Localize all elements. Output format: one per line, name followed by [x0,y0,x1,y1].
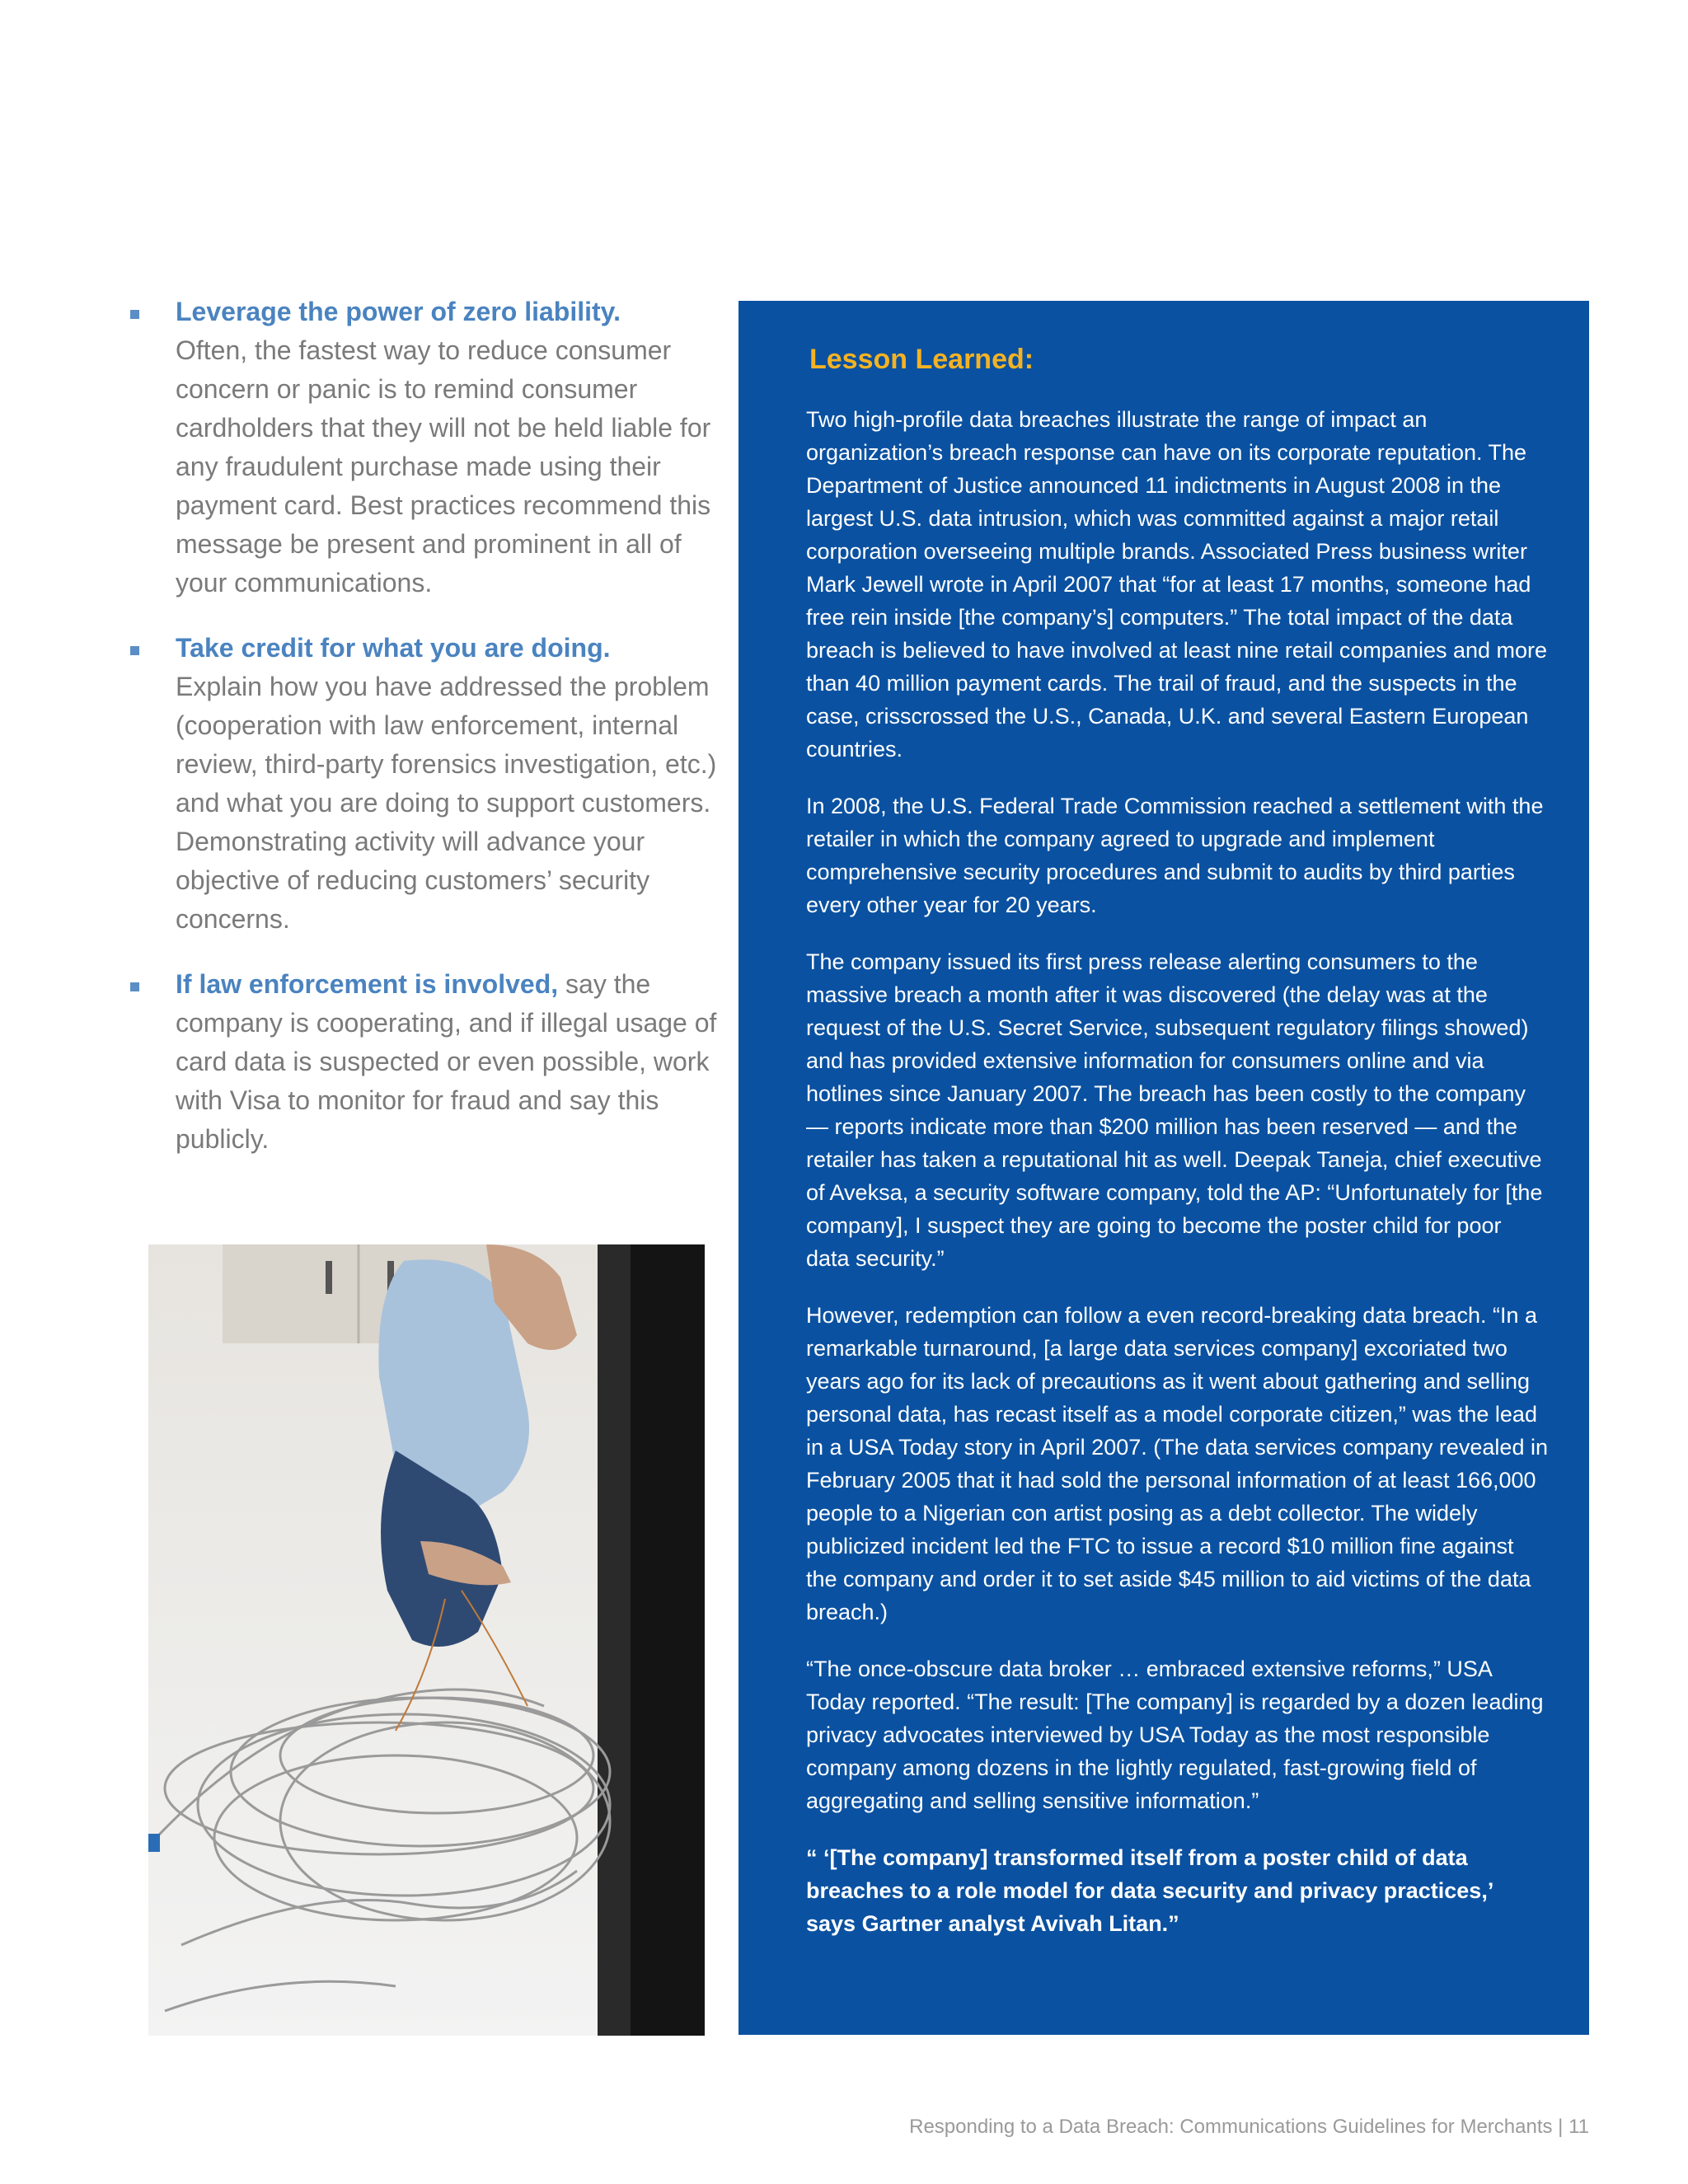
lesson-pull-quote: “ ‘[The company] transformed itself from a poster child of data breaches to a role model for data security and privacy practices,’ says Gartner analyst Avivah Litan.” [806,1845,1493,1936]
lesson-title: Lesson Learned: [809,344,1034,375]
bullet-body: Often, the fastest way to reduce consumer concern or panic is to remind consumer cardholders that they will not be held liable for any fraudulent purchase made using their payment card. Best practices recommend this message be present and prominent in all of your communications. [176,335,711,598]
bullet-take-credit [151,629,720,939]
bullet-law-enforcement [151,965,720,1159]
photo-illustration [148,1244,705,2036]
lesson-paragraph: In 2008, the U.S. Federal Trade Commission reached a settlement with the retailer in which the company agreed to upgrade and implement comprehensive security procedures and submit to audits by third parties every other year for 20 years. [806,794,1544,917]
bullet-marker [130,646,139,655]
bullet-body: Explain how you have addressed the problem (cooperation with law enforcement, internal review, third-party forensics investigation, etc.) and what you are doing to support customers. Demonstrating activity will advance your objective of reducing customers’ security concerns. [176,672,717,934]
bullet-text [151,629,720,939]
bullet-lead: If law enforcement is involved, [176,969,559,999]
bullet-marker [130,982,139,991]
bullet-lead: Take credit for what you are doing. [176,633,611,663]
lesson-learned-panel [738,301,1589,2035]
page-footer: Responding to a Data Breach: Communications Guidelines for Merchants | 11 [909,2116,1589,2138]
lesson-paragraph: Two high-profile data breaches illustrate the range of impact an organization’s breach response can have on its corporate reputation. The Department of Justice announced 11 indictments in August 2008 in the largest U.S. data intrusion, which was committed against a major retail corporation overseeing multiple brands. Associated Press business writer Mark Jewell wrote in April 2007 that “for at least 17 months, someone had free rein inside [the company’s] computers.” The total impact of the data breach is believed to have involved at least nine retail companies and more than 40 million payment cards. The trail of fraud, and the suspects in the case, crisscrossed the U.S., Canada, U.K. and several Eastern European countries. [806,407,1548,762]
lesson-paragraph: “The once-obscure data broker … embraced extensive reforms,” USA Today reported. “The result: [The company] is regarded by a dozen leading privacy advocates interviewed by USA Today as the most responsible company among dozens in the lightly regulated, fast-growing field of aggregating and selling sensitive information.” [806,1657,1544,1813]
bullet-marker [130,310,139,319]
lesson-paragraph: However, redemption can follow a even record-breaking data breach. “In a remarkable turnaround, [a large data services company] excoriated two years ago for its lack of precautions as it went about gathering and selling personal data, has recast itself as a model corporate citizen,” was the lead in a USA Today story in April 2007. (The data services company revealed in February 2005 that it had sold the personal information of at least 166,000 people to a Nigerian con artist posing as a debt collector. The widely publicized incident led the FTC to issue a record $10 million fine against the company and order it to set aside $45 million to aid victims of the data breach.) [806,1303,1548,1624]
bullet-lead: Leverage the power of zero liability. [176,297,621,326]
bullet-text [151,965,720,1159]
lesson-paragraph: The company issued its first press release alerting consumers to the massive breach a month after it was discovered (the delay was at the request of the U.S. Secret Service, subsequent regulatory filings showed) and has provided extensive information for consumers online and via hotlines since January 2007. The breach has been costly to the company — reports indicate more than $200 million has been reserved — and the retailer has taken a reputational hit as well. Deepak Taneja, chief executive of Aveksa, a security software company, told the AP: “Unfortunately for [the company], I suspect they are going to become the poster child for poor data security.” [806,949,1543,1271]
technician-cables-photo [148,1244,705,2036]
left-column [151,293,720,1185]
bullet-text [151,293,720,602]
lesson-body [806,403,1548,1964]
bullet-zero-liability [151,293,720,602]
bullet-body: say the company is cooperating, and if illegal usage of card data is suspected or even possible, work with Visa to monitor for fraud and say this publicly. [176,969,717,1154]
